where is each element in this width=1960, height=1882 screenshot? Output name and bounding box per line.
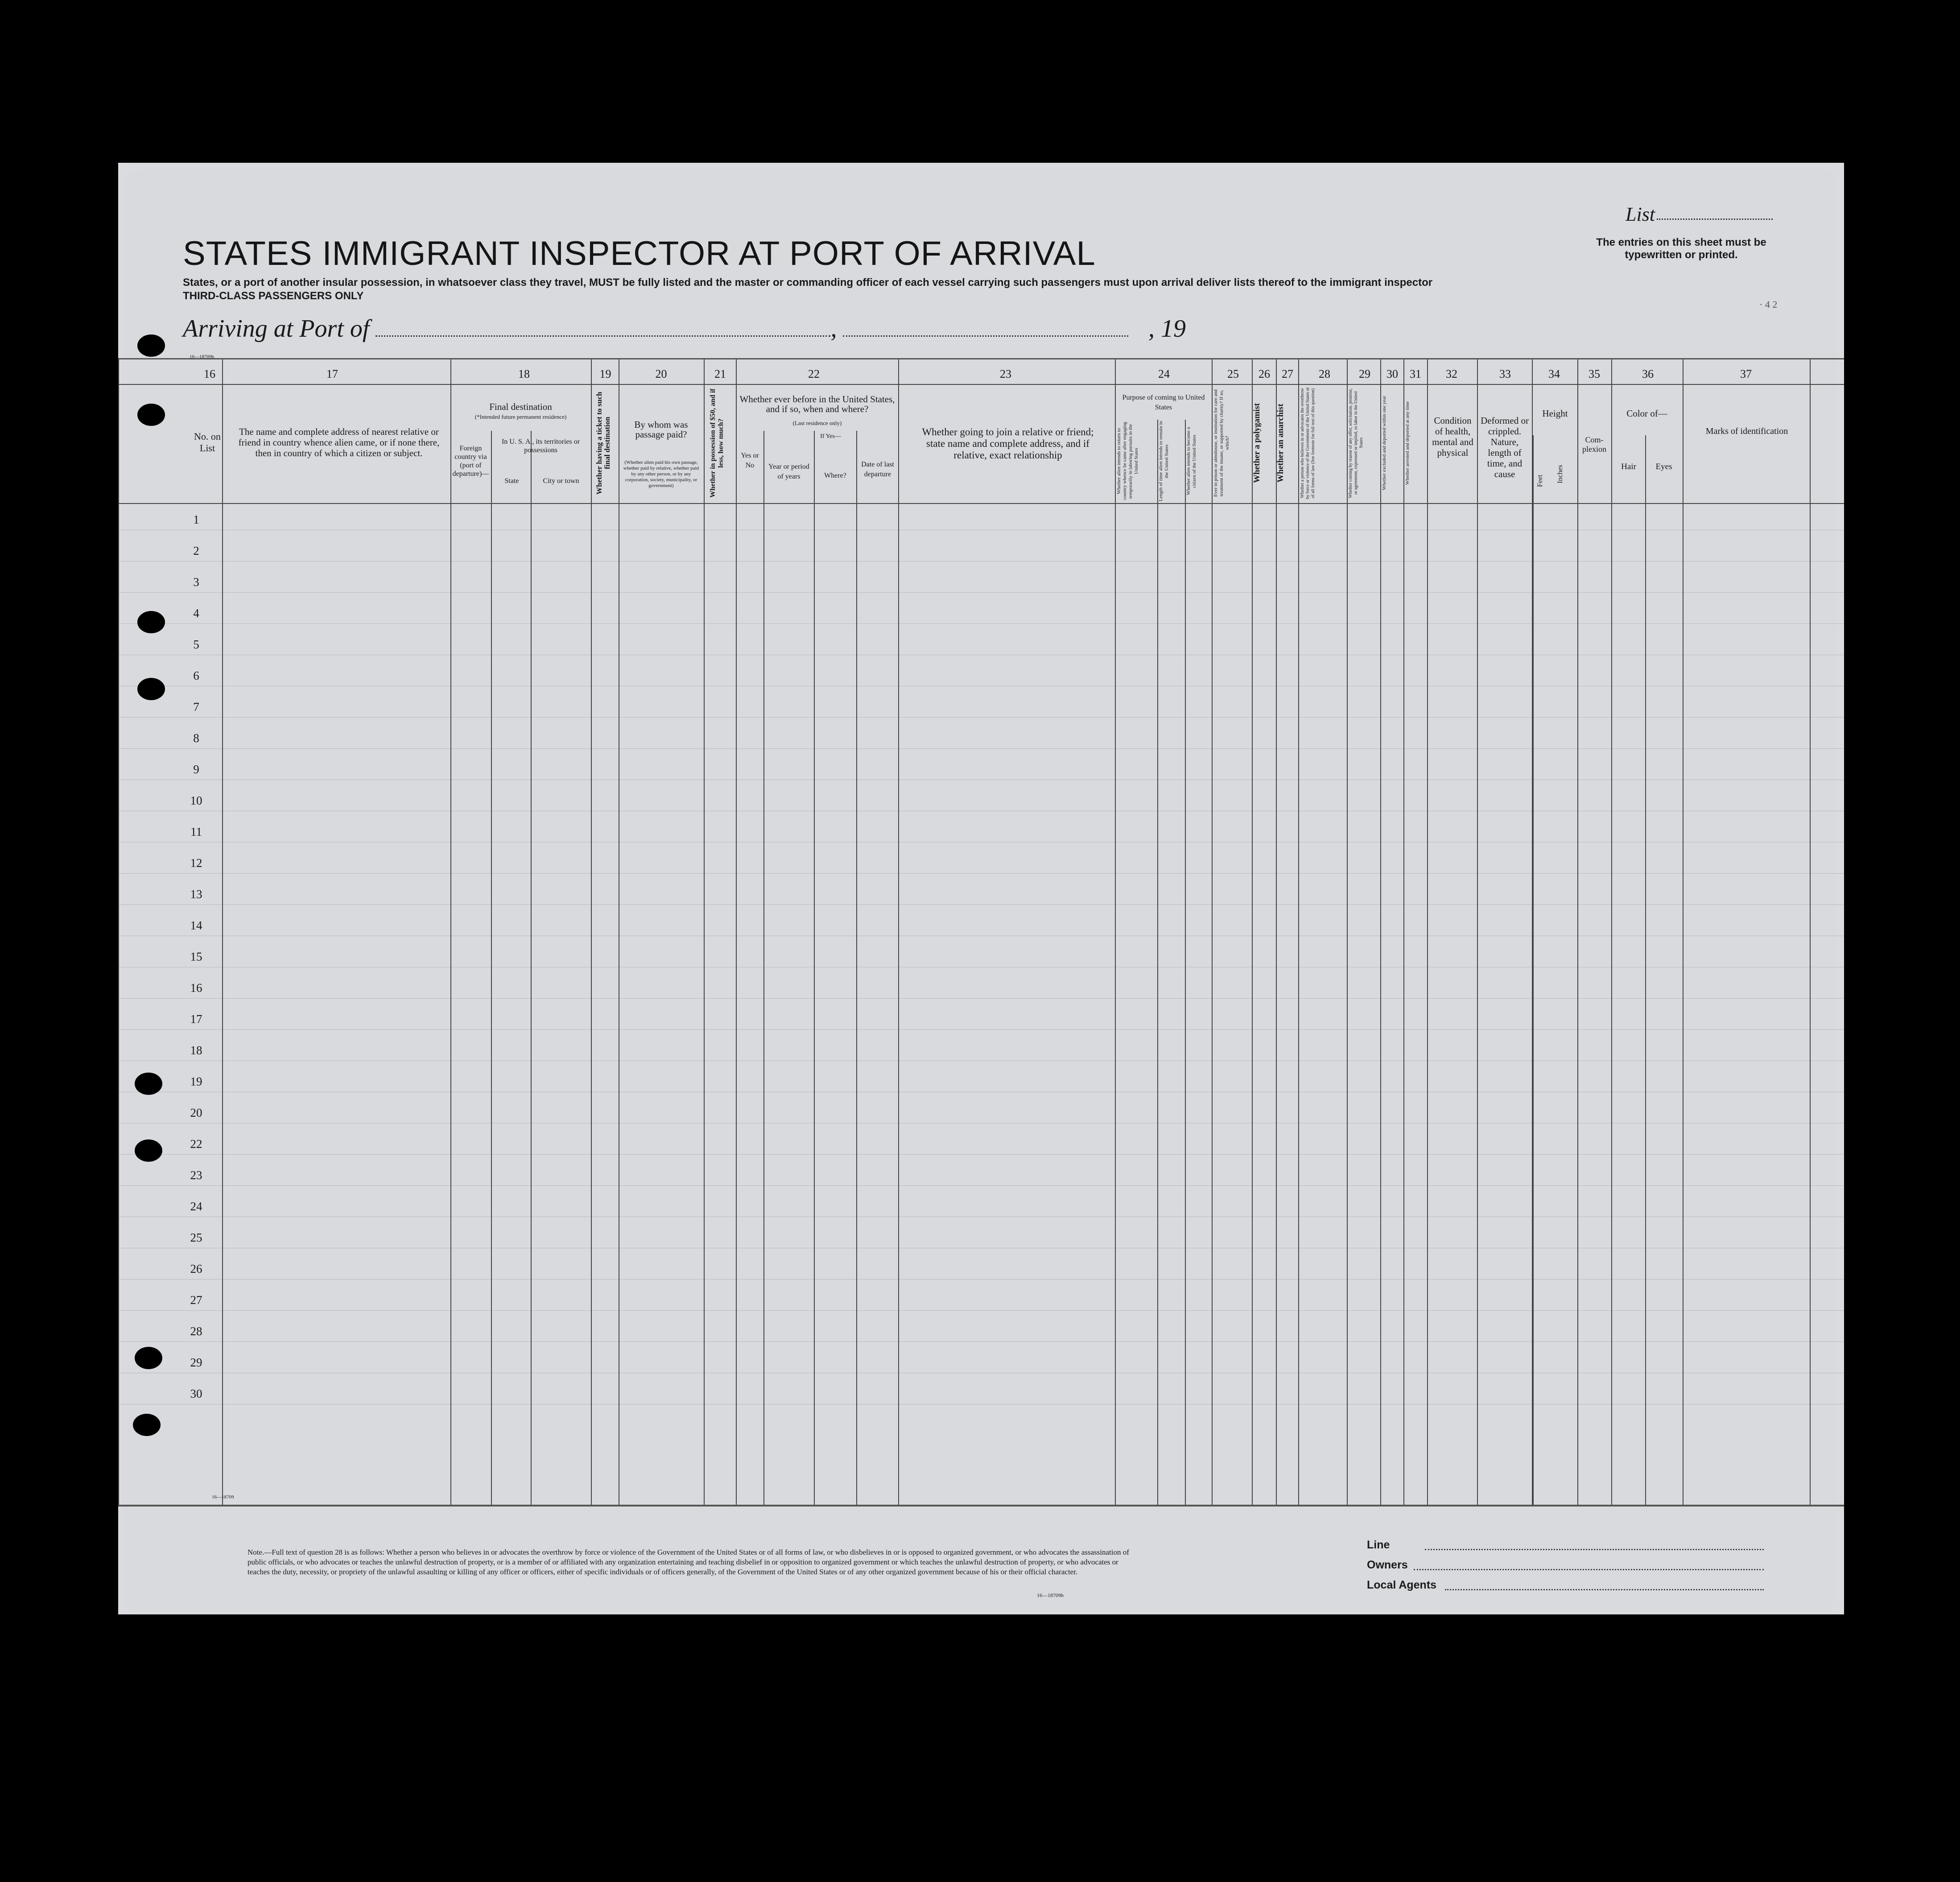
col-num-32: 32 xyxy=(1446,367,1457,380)
punch-hole xyxy=(137,611,165,633)
date-field[interactable] xyxy=(843,331,1128,337)
col-edge xyxy=(1252,359,1253,1505)
col-num-25: 25 xyxy=(1227,367,1239,380)
col-20-label: By whom was passage paid? xyxy=(634,419,688,440)
col-sub-edge xyxy=(814,431,815,1505)
row-rule xyxy=(118,904,1844,905)
col-25-label: Ever in prison or almshouse, or institution for care and treatment of the insane, or supported by charity? If so, which? xyxy=(1213,389,1230,497)
col-edge xyxy=(1683,359,1684,1505)
col-sub-edge xyxy=(491,431,492,1505)
punch-hole xyxy=(135,1347,162,1369)
col-34-feet: Feet xyxy=(1536,475,1544,487)
col-sub-edge xyxy=(531,431,532,1505)
col-edge xyxy=(1298,359,1299,1505)
owners-label: Owners xyxy=(1367,1559,1408,1571)
sheet-stamp: · 4 2 xyxy=(1759,299,1778,310)
row-number: 20 xyxy=(190,1106,202,1119)
row-number: 18 xyxy=(190,1044,202,1057)
col-num-34: 34 xyxy=(1548,367,1560,380)
col-edge xyxy=(1212,359,1213,1505)
row-number: 12 xyxy=(190,856,202,870)
col-34-label: Height xyxy=(1542,408,1568,419)
col-19-label: Whether having a ticket to such final destination xyxy=(595,392,611,495)
page-subtitle: States, or a port of another insular possession, in whatsoever class they travel, MUST be fully listed and the master or commanding officer of each vessel carrying such passengers must upon arrival deliver lists thereof to the immigrant inspector xyxy=(183,277,1433,289)
row-number: 9 xyxy=(193,763,199,776)
col-22-where: Where? xyxy=(824,472,846,479)
form-number-top: 16—18709b xyxy=(190,354,214,359)
port-field[interactable] xyxy=(375,331,830,337)
row-number: 22 xyxy=(190,1137,202,1151)
col-num-27: 27 xyxy=(1282,367,1293,380)
col-28-label: Whether a person who believes in or advocates the overthrow by force or violence of the Government of the United States or of all forms of law (See footnote for full text of this question) xyxy=(1300,387,1316,499)
col-29-label: Whether coming by reason of any offer, solicitation, promise, or agreement, expressed or implied, to labor in the United States xyxy=(1348,388,1364,498)
col-num-21: 21 xyxy=(714,367,726,380)
col-22-if-yes: If Yes— xyxy=(820,433,841,440)
row-number: 10 xyxy=(190,794,202,807)
punch-hole xyxy=(135,1073,162,1095)
col-edge xyxy=(1403,359,1404,1505)
col-num-37: 37 xyxy=(1740,367,1752,380)
row-rule xyxy=(118,1310,1844,1311)
col-edge xyxy=(704,359,705,1505)
col-num-19: 19 xyxy=(599,367,611,380)
col-num-31: 31 xyxy=(1410,367,1421,380)
col-18-state: State xyxy=(504,477,519,485)
col-36-eyes: Eyes xyxy=(1655,462,1672,471)
col-num-16: 16 xyxy=(204,367,215,380)
body-divider xyxy=(118,503,1844,504)
col-22-yes-no: Yes or No xyxy=(741,452,759,469)
col-36-label: Color of— xyxy=(1626,408,1667,419)
col-edge xyxy=(591,359,592,1505)
col-num-17: 17 xyxy=(326,367,338,380)
arriving-line: Arriving at Port of , xyxy=(183,314,1128,343)
col-num-23: 23 xyxy=(1000,367,1011,380)
punch-hole xyxy=(137,334,165,357)
col-22-label: Whether ever before in the United States, and if so, when and where? xyxy=(739,394,895,414)
row-number: 6 xyxy=(193,669,199,682)
col-34-inches: Inches xyxy=(1556,465,1564,484)
row-rule xyxy=(118,623,1844,624)
col-32-label: Condition of health, mental and physical xyxy=(1432,415,1473,458)
col-sub-edge xyxy=(1185,420,1186,1505)
col-18-sub: (*Intended future permanent residence) xyxy=(475,413,567,420)
col-edge xyxy=(1810,359,1811,1505)
punch-hole xyxy=(135,1139,162,1162)
col-24-a: Whether alien intends to return to country whence he came after engaging temporarily in laboring pursuits in the United States xyxy=(1116,422,1139,500)
col-num-36: 36 xyxy=(1642,367,1654,380)
col-num-29: 29 xyxy=(1359,367,1370,380)
year-label: , 19 xyxy=(1148,315,1186,343)
row-number: 7 xyxy=(193,700,199,714)
row-number: 13 xyxy=(190,887,202,901)
row-number: 15 xyxy=(190,950,202,963)
col-edge xyxy=(450,359,451,1505)
col-edge xyxy=(1427,359,1428,1505)
col-18-city: City or town xyxy=(543,477,579,485)
header-divider xyxy=(118,384,1844,385)
col-18-usa: In U. S. A., its territories or possessions xyxy=(501,438,580,454)
col-24-c: Whether alien intends to become a citizen of the United States xyxy=(1186,427,1197,495)
row-rule xyxy=(118,998,1844,999)
col-37-label: Marks of identification xyxy=(1705,426,1788,436)
row-number: 1 xyxy=(193,513,199,526)
line-label: Line xyxy=(1367,1539,1390,1551)
arriving-label: Arriving at Port of xyxy=(183,315,370,343)
col-26-label: Whether a polygamist xyxy=(1252,403,1262,483)
local-agents-field[interactable] xyxy=(1445,1589,1764,1590)
col-num-28: 28 xyxy=(1319,367,1330,380)
list-label: List xyxy=(1626,203,1655,225)
punch-hole xyxy=(133,1414,161,1436)
question-28-footnote: Note.—Full text of question 28 is as follows: Whether a person who believes in or advocates the overthrow by force or violence of the Government of the United States or of all forms of law, or who disbelieves in or is opposed to organized government, or who advocates the assassination of public officials, or who advocates or teaches the unlawful destruction of property, or is a member of or affiliated with any organization entertaining and teaching disbelief in or opposition to organized government or which teaches the unlawful destruction of property, or who advocates or teaches the duty, necessity, or propriety of the unlawful assaulting or killing of any officer or officers, either of specific individuals or of officers generally, of the Government of the United States or of any other organized government because of his or their official character. xyxy=(248,1548,1129,1576)
col-24-label: Purpose of coming to United States xyxy=(1122,394,1205,411)
row-number: 28 xyxy=(190,1325,202,1338)
class-note: THIRD-CLASS PASSENGERS ONLY xyxy=(183,290,364,302)
row-number: 4 xyxy=(193,607,199,620)
col-edge xyxy=(1347,359,1348,1505)
row-rule xyxy=(118,717,1844,718)
col-edge xyxy=(1477,359,1478,1505)
typewritten-notice: The entries on this sheet must be typewritten or printed. xyxy=(1596,236,1766,261)
col-edge xyxy=(1611,359,1612,1505)
line-field[interactable] xyxy=(1425,1549,1764,1550)
col-edge xyxy=(1577,359,1578,1505)
col-23-label: Whether going to join a relative or friend; state name and complete address, and if relative, exact relationship xyxy=(922,426,1094,461)
col-edge xyxy=(736,359,737,1505)
col-35-label: Com-plexion xyxy=(1582,435,1606,454)
col-20-sub: (Whether alien paid his own passage, whether paid by relative, whether paid by any other person, or by any corporation, society, municipality, or government) xyxy=(623,460,699,488)
col-22-date: Date of last departure xyxy=(861,461,894,478)
row-number: 14 xyxy=(190,919,202,932)
row-number: 24 xyxy=(190,1200,202,1213)
col-sub-edge xyxy=(1533,435,1534,1505)
col-21-label: Whether in possession of $50, and if less, how much? xyxy=(709,388,725,498)
col-30-label: Whether excluded and deported within one year xyxy=(1382,396,1387,491)
row-number: 5 xyxy=(193,638,199,651)
row-number: 2 xyxy=(193,544,199,557)
row-number: 30 xyxy=(190,1387,202,1400)
col-edge xyxy=(222,359,223,1505)
col-edge xyxy=(1380,359,1381,1505)
col-27-label: Whether an anarchist xyxy=(1276,404,1285,483)
col-edge xyxy=(1276,359,1277,1505)
col-22-period: Year or period of years xyxy=(768,463,809,480)
footnote-form-number: 16—18709b xyxy=(1037,1592,1064,1598)
owners-field[interactable] xyxy=(1414,1569,1764,1570)
col-edge xyxy=(118,359,119,1505)
row-number: 11 xyxy=(190,825,202,838)
col-18-label: Final destination xyxy=(489,401,552,412)
col-edge xyxy=(1115,359,1116,1505)
row-number: 27 xyxy=(190,1293,202,1307)
page-title: STATES IMMIGRANT INSPECTOR AT PORT OF ARRIVAL xyxy=(183,235,1096,272)
row-number: 8 xyxy=(193,731,199,745)
col-sub-edge xyxy=(763,431,764,1505)
col-33-label: Deformed or crippled. Nature, length of time, and cause xyxy=(1481,415,1529,479)
row-rule xyxy=(118,1185,1844,1186)
col-num-30: 30 xyxy=(1386,367,1398,380)
row-number: 26 xyxy=(190,1262,202,1275)
col-31-label: Whether arrested and deported at any time xyxy=(1405,401,1410,485)
row-rule xyxy=(118,1029,1844,1030)
col-24-b: Length of time alien intends to remain in the United States xyxy=(1158,421,1169,501)
manifest-table xyxy=(118,354,1844,1506)
punch-hole xyxy=(137,678,165,700)
local-agents-label: Local Agents xyxy=(1367,1579,1437,1591)
col-num-35: 35 xyxy=(1589,367,1600,380)
manifest-sheet xyxy=(118,163,1844,1614)
row-rule xyxy=(118,1154,1844,1155)
row-number: 19 xyxy=(190,1075,202,1088)
row-number: 16 xyxy=(190,981,202,995)
row-rule xyxy=(118,592,1844,593)
col-sub-edge xyxy=(1645,435,1646,1505)
col-num-20: 20 xyxy=(655,367,667,380)
col-edge xyxy=(898,359,899,1505)
col-sub-edge xyxy=(856,431,857,1505)
row-number: 25 xyxy=(190,1231,202,1244)
row-number: 29 xyxy=(190,1356,202,1369)
col-num-22: 22 xyxy=(808,367,820,380)
col-num-24: 24 xyxy=(1158,367,1170,380)
form-number-bottom: 16—18709 xyxy=(212,1494,234,1500)
row-rule xyxy=(118,748,1844,749)
col-16-label: No. on List xyxy=(194,431,221,454)
col-36-hair: Hair xyxy=(1621,462,1636,471)
row-number: 3 xyxy=(193,575,199,589)
col-sub-edge xyxy=(1157,420,1158,1505)
col-num-33: 33 xyxy=(1499,367,1511,380)
row-rule xyxy=(118,873,1844,874)
col-num-18: 18 xyxy=(518,367,530,380)
row-number: 23 xyxy=(190,1168,202,1182)
col-18-foreign: Foreign country via (port of departure)— xyxy=(452,445,489,478)
col-num-26: 26 xyxy=(1259,367,1270,380)
row-number: 17 xyxy=(190,1012,202,1026)
col-17-label: The name and complete address of nearest relative or friend in country whence alien came, or if none there, then in country of which a citizen or subject. xyxy=(238,426,440,458)
col-22-sub: (Last residence only) xyxy=(792,420,842,426)
list-number-field[interactable] xyxy=(1657,219,1773,220)
row-rule xyxy=(118,1341,1844,1342)
punch-hole xyxy=(137,404,165,426)
